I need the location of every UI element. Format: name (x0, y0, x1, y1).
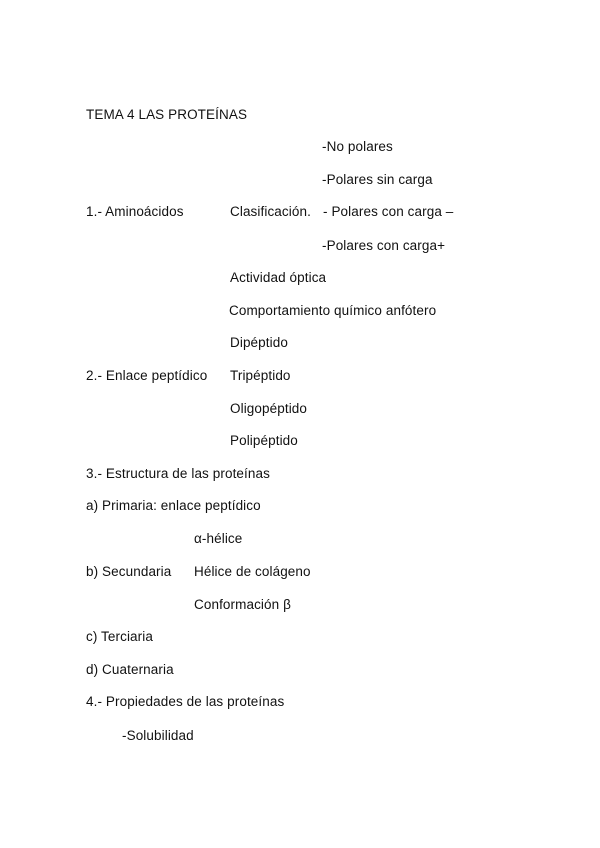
classification-label: Clasificación. (230, 204, 311, 219)
section1-heading: 1.- Aminoácidos (86, 204, 184, 219)
structure-tertiary: c) Terciaria (86, 629, 153, 644)
section3-heading: 3.- Estructura de las proteínas (86, 466, 270, 481)
secondary-item-alpha-helix: α-hélice (194, 531, 243, 546)
classification-item-polares-sin-carga: -Polares sin carga (322, 172, 433, 187)
classification-item-no-polares: -No polares (322, 139, 393, 154)
structure-primary: a) Primaria: enlace peptídico (86, 498, 261, 513)
document-title: TEMA 4 LAS PROTEÍNAS (86, 107, 248, 122)
aminoacid-property-amphoteric: Comportamiento químico anfótero (229, 303, 437, 318)
peptide-item-oligopeptido: Oligopéptido (230, 401, 308, 416)
structure-quaternary: d) Cuaternaria (86, 662, 174, 677)
peptide-item-tripeptido: Tripéptido (230, 368, 291, 383)
section4-heading: 4.- Propiedades de las proteínas (86, 694, 285, 709)
structure-secondary-label: b) Secundaria (86, 564, 172, 579)
section2-heading: 2.- Enlace peptídico (86, 368, 208, 383)
classification-item-polares-con-carga-neg: - Polares con carga – (323, 204, 454, 219)
classification-item-polares-con-carga-pos: -Polares con carga+ (322, 238, 446, 253)
secondary-item-beta-conformation: Conformación β (194, 597, 291, 612)
peptide-item-polipeptido: Polipéptido (230, 433, 298, 448)
secondary-item-collagen-helix: Hélice de colágeno (194, 564, 311, 579)
peptide-item-dipeptido: Dipéptido (230, 335, 288, 350)
aminoacid-property-optical: Actividad óptica (230, 270, 327, 285)
property-item-solubility: -Solubilidad (122, 728, 194, 743)
